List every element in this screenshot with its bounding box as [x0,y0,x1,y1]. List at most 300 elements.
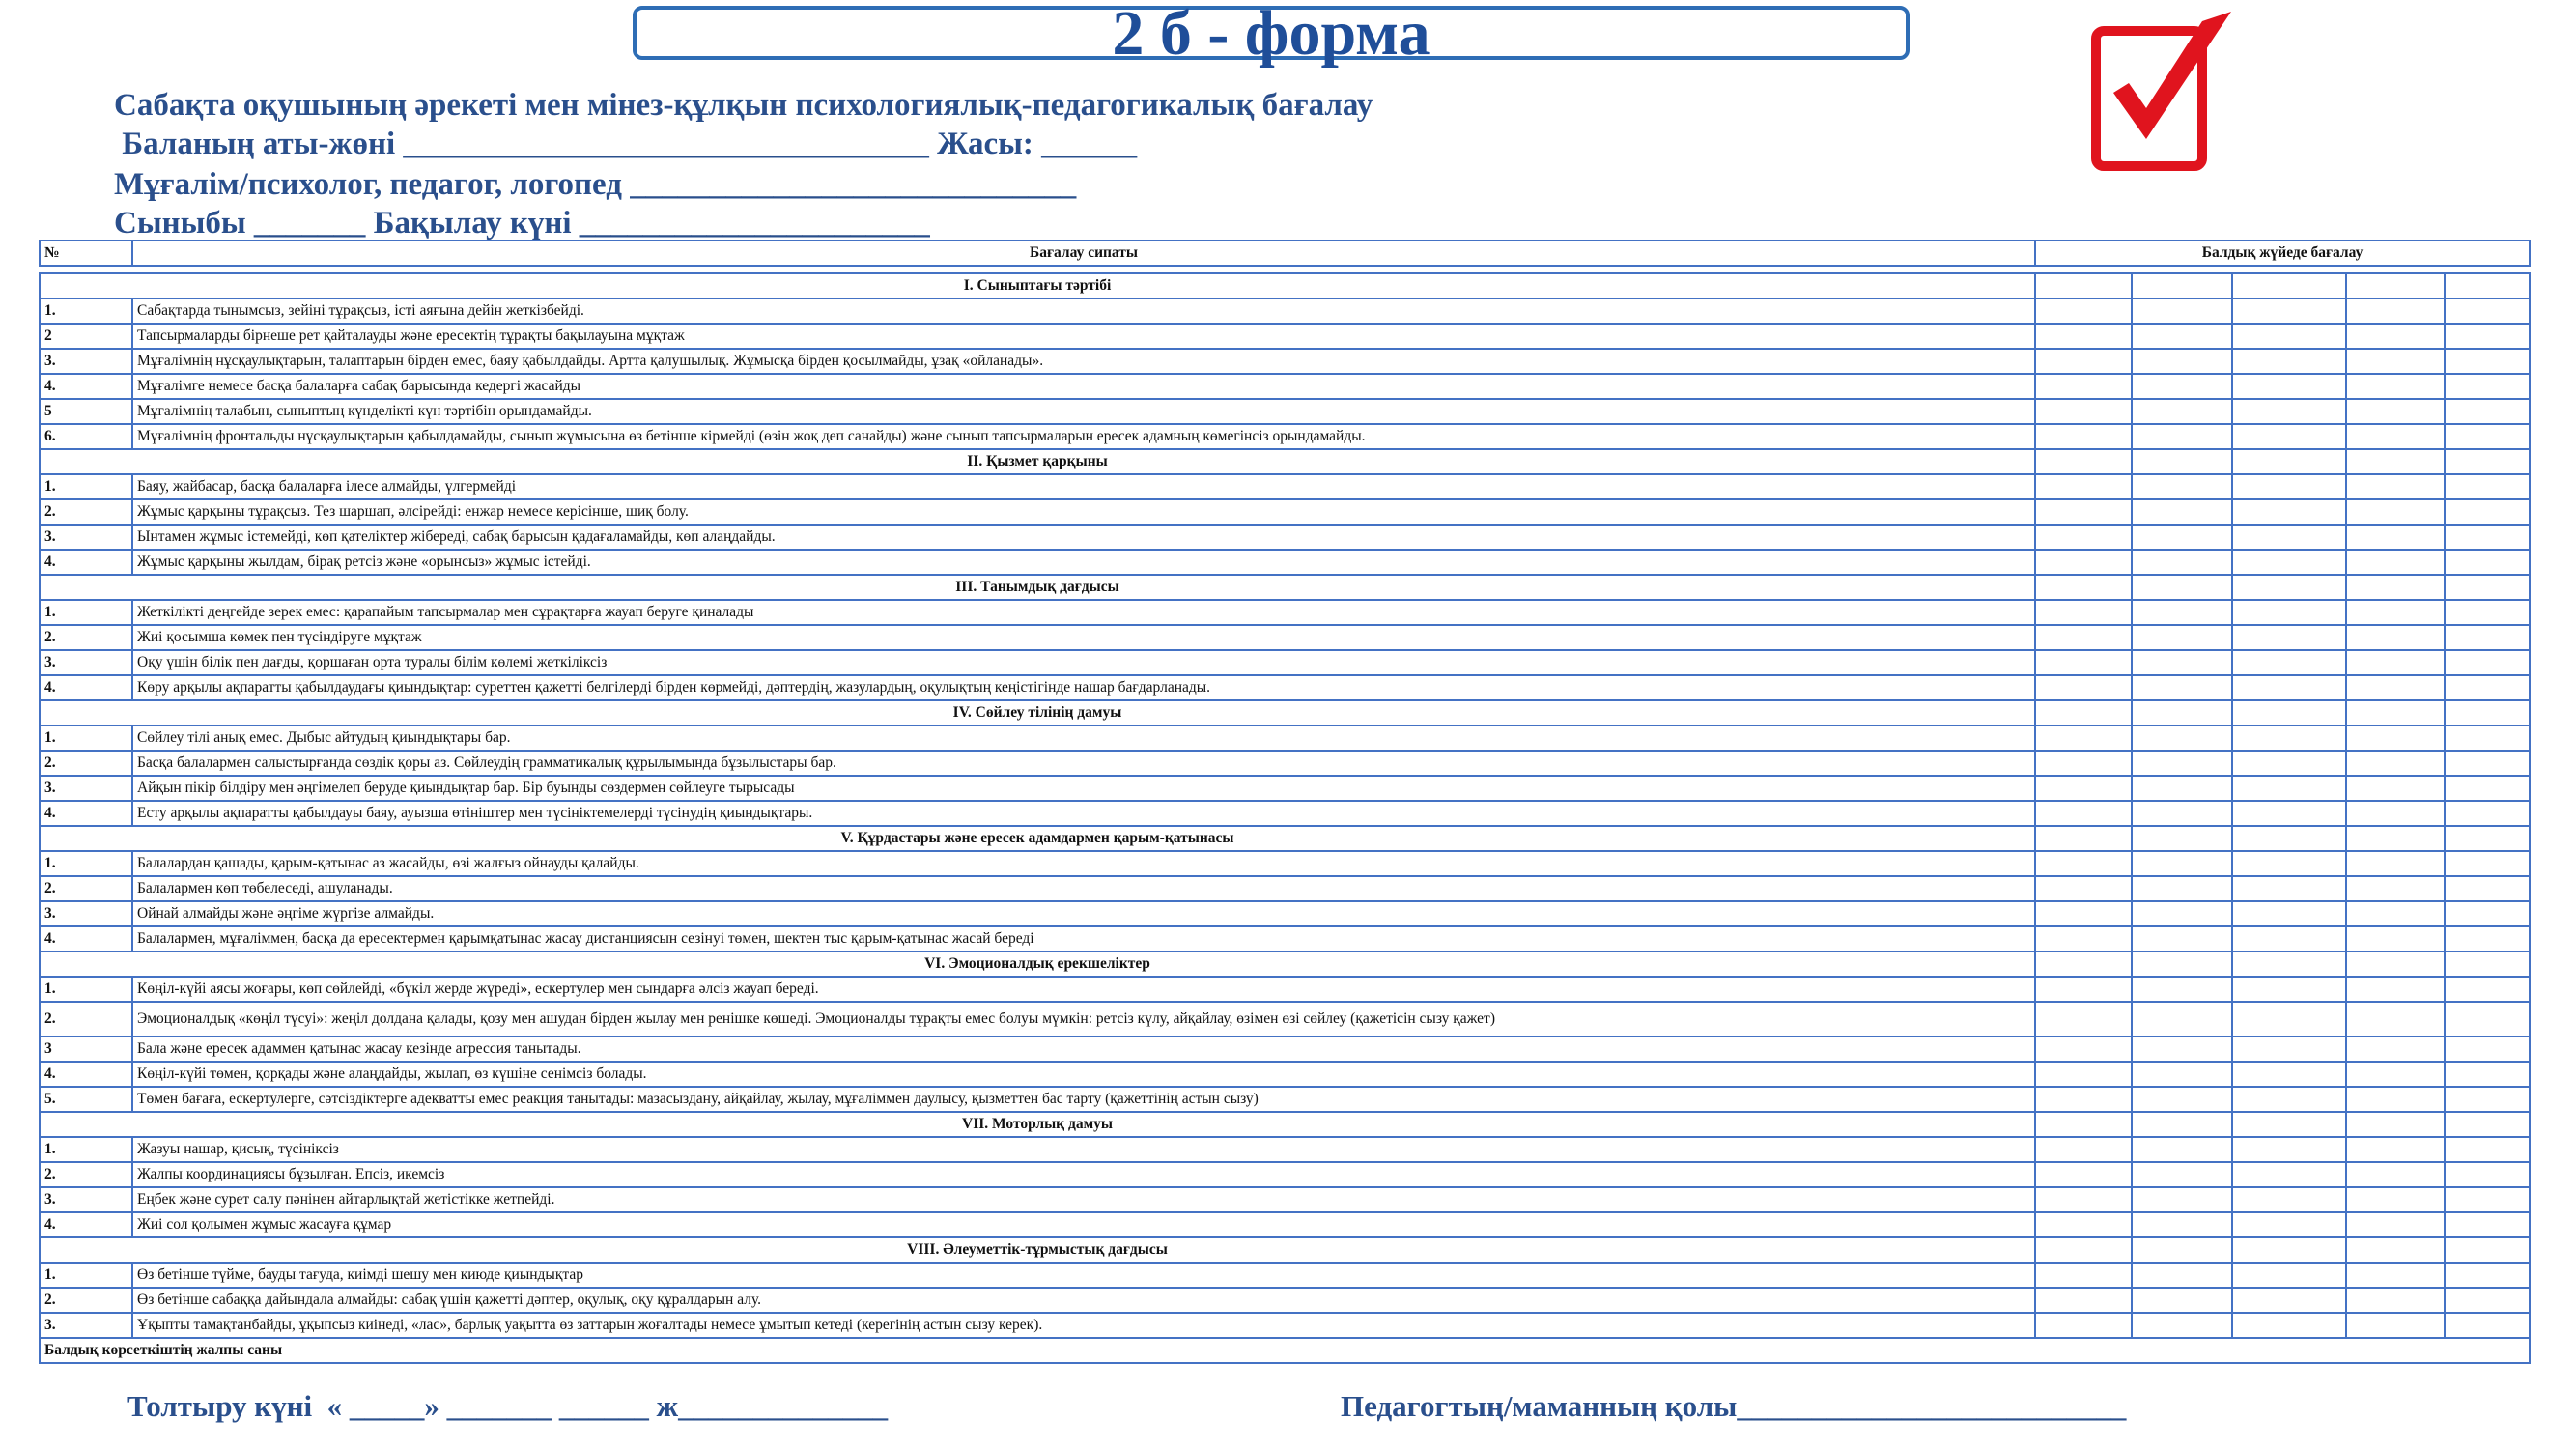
score-cell[interactable] [2132,952,2232,977]
score-cell[interactable] [2346,575,2445,600]
section-title: VІІІ. Әлеуметтік-тұрмыстық дағдысы [40,1237,2035,1263]
row-number: 1. [40,1263,132,1288]
score-cell[interactable] [2035,324,2132,349]
score-cell[interactable] [2346,801,2445,826]
score-cell[interactable] [2232,525,2346,550]
row-number: 2. [40,1002,132,1037]
score-cell[interactable] [2132,1037,2232,1062]
form-title-box [633,0,1910,69]
section-row [40,449,2530,474]
score-cell[interactable] [2232,1112,2346,1137]
score-cell[interactable] [2232,851,2346,876]
score-cell[interactable] [2232,399,2346,424]
score-cell[interactable] [2346,776,2445,801]
row-description: Сабақтарда тынымсыз, зейіні тұрақсыз, істі аяғына дейін жеткізбейді. [132,298,2035,324]
score-cell[interactable] [2035,751,2132,776]
score-cell[interactable] [2232,776,2346,801]
row-description: Мұғалімнің нұсқаулықтарын, талаптарын бірден емес, баяу қабылдайды. Артта қалушылық. Жұмысқа бірден қосылмайды, ұзақ «ойланады». [132,349,2035,374]
score-cell[interactable] [2035,449,2132,474]
row-number: 3. [40,1187,132,1212]
score-cell[interactable] [2445,776,2530,801]
score-cell[interactable] [2132,1237,2232,1263]
score-cell[interactable] [2346,449,2445,474]
table-row [40,1137,2530,1162]
table-row [40,1313,2530,1338]
row-description: Өз бетінше түйме, бауды тағуда, киімді шешу мен киюде қиындықтар [132,1263,2035,1288]
score-cell[interactable] [2132,1187,2232,1212]
score-cell[interactable] [2232,952,2346,977]
table-row [40,1002,2530,1037]
score-cell[interactable] [2035,1087,2132,1112]
score-cell[interactable] [2346,1237,2445,1263]
score-cell[interactable] [2445,1137,2530,1162]
assessment-table [39,240,2531,1364]
row-number: 1. [40,851,132,876]
score-cell[interactable] [2132,575,2232,600]
score-cell[interactable] [2346,1263,2445,1288]
score-cell[interactable] [2232,801,2346,826]
table-row [40,550,2530,575]
score-cell[interactable] [2445,550,2530,575]
score-cell[interactable] [2445,952,2530,977]
score-cell[interactable] [2035,575,2132,600]
score-cell[interactable] [2035,474,2132,499]
score-cell[interactable] [2232,349,2346,374]
score-cell[interactable] [2346,1288,2445,1313]
score-cell[interactable] [2346,550,2445,575]
score-cell[interactable] [2346,1112,2445,1137]
score-cell[interactable] [2346,600,2445,625]
score-cell[interactable] [2132,826,2232,851]
score-cell[interactable] [2132,550,2232,575]
table-row [40,1037,2530,1062]
row-number: 2. [40,499,132,525]
score-cell[interactable] [2232,625,2346,650]
score-cell[interactable] [2445,474,2530,499]
score-cell[interactable] [2035,499,2132,525]
table-row [40,801,2530,826]
score-cell[interactable] [2232,1162,2346,1187]
row-number: 3. [40,776,132,801]
score-cell[interactable] [2232,1137,2346,1162]
section-row [40,1112,2530,1137]
score-cell[interactable] [2445,1087,2530,1112]
spacer-cell [40,266,2530,273]
score-cell[interactable] [2445,977,2530,1002]
row-number: 1. [40,298,132,324]
row-description: Ойнай алмайды және әңгіме жүргізе алмайды. [132,901,2035,926]
score-cell[interactable] [2232,1062,2346,1087]
score-cell[interactable] [2445,700,2530,725]
table-row [40,1263,2530,1288]
score-cell[interactable] [2132,876,2232,901]
score-cell[interactable] [2232,1237,2346,1263]
score-cell[interactable] [2132,675,2232,700]
score-cell[interactable] [2346,374,2445,399]
score-cell[interactable] [2132,273,2232,298]
row-number: 5 [40,399,132,424]
row-description: Басқа балалармен салыстырғанда сөздік қоры аз. Сөйлеудің грамматикалық құрылымында бұзылыстары бар. [132,751,2035,776]
score-cell[interactable] [2445,374,2530,399]
row-number: 2. [40,876,132,901]
section-row [40,952,2530,977]
signature-line: Педагогтың/маманның қолы__________________________ [1341,1389,2127,1423]
score-cell[interactable] [2035,1313,2132,1338]
score-cell[interactable] [2232,1263,2346,1288]
score-cell[interactable] [2445,751,2530,776]
row-description: Эмоционалдық «көңіл түсуі»: жеңіл долдана қалады, қозу мен ашудан бірден жылау мен ренішке көшеді. Эмоционалды тұрақты емес болуы мүмкін: ретсіз күлу, айқайлау, өзімен өзі сөйлеу (қажетісін сызу қажет) [132,1002,2035,1037]
score-cell[interactable] [2445,1112,2530,1137]
score-cell[interactable] [2346,926,2445,952]
row-description: Жазуы нашар, қисық, түсініксіз [132,1137,2035,1162]
score-cell[interactable] [2346,1162,2445,1187]
score-cell[interactable] [2232,600,2346,625]
score-cell[interactable] [2232,650,2346,675]
score-cell[interactable] [2132,1263,2232,1288]
score-cell[interactable] [2132,725,2232,751]
score-cell[interactable] [2346,952,2445,977]
score-cell[interactable] [2445,1263,2530,1288]
score-cell[interactable] [2346,725,2445,751]
table-row [40,600,2530,625]
score-cell[interactable] [2035,298,2132,324]
section-row [40,575,2530,600]
red-checkmark-icon [2086,4,2241,176]
row-number: 2 [40,324,132,349]
score-cell[interactable] [2445,1237,2530,1263]
score-cell[interactable] [2445,349,2530,374]
score-cell[interactable] [2445,298,2530,324]
score-cell[interactable] [2232,499,2346,525]
row-description: Төмен бағаға, ескертулерге, сәтсіздіктерге адекватты емес реакция танытады: мазасыздану, айқайлау, жылау, мұғаліммен даулысу, қызметтен бас тарту (қажеттінің астын сызу) [132,1087,2035,1112]
score-cell[interactable] [2346,700,2445,725]
row-number: 3. [40,349,132,374]
score-cell[interactable] [2035,977,2132,1002]
score-cell[interactable] [2346,1087,2445,1112]
table-row [40,499,2530,525]
score-cell[interactable] [2346,751,2445,776]
score-cell[interactable] [2445,600,2530,625]
score-cell[interactable] [2232,826,2346,851]
table-row [40,349,2530,374]
score-cell[interactable] [2232,977,2346,1002]
section-title: ІІ. Қызмет қарқыны [40,449,2035,474]
table-header-row [40,241,2530,266]
score-cell[interactable] [2232,575,2346,600]
score-cell[interactable] [2346,499,2445,525]
score-cell[interactable] [2035,776,2132,801]
score-cell[interactable] [2232,1313,2346,1338]
score-cell[interactable] [2035,550,2132,575]
table-spacer-row [40,266,2530,273]
score-cell[interactable] [2346,901,2445,926]
score-cell[interactable] [2132,801,2232,826]
score-cell[interactable] [2035,273,2132,298]
score-cell[interactable] [2445,851,2530,876]
score-cell[interactable] [2445,625,2530,650]
section-title: ІІІ. Танымдық дағдысы [40,575,2035,600]
table-row [40,525,2530,550]
row-description: Бала және ересек адаммен қатынас жасау кезінде агрессия танытады. [132,1037,2035,1062]
row-description: Өз бетінше сабаққа дайындала алмайды: сабақ үшін қажетті дәптер, оқулық, оқу құралдарын алу. [132,1288,2035,1313]
score-cell[interactable] [2346,1313,2445,1338]
table-row [40,725,2530,751]
score-cell[interactable] [2445,826,2530,851]
table-body [40,273,2530,1363]
score-cell[interactable] [2232,374,2346,399]
score-cell[interactable] [2232,901,2346,926]
score-cell[interactable] [2445,1162,2530,1187]
score-cell[interactable] [2232,675,2346,700]
score-cell[interactable] [2232,424,2346,449]
score-cell[interactable] [2035,725,2132,751]
score-cell[interactable] [2132,1162,2232,1187]
row-number: 1. [40,600,132,625]
row-description: Балалардан қашады, қарым-қатынас аз жасайды, өзі жалғыз ойнауды қалайды. [132,851,2035,876]
score-cell[interactable] [2445,424,2530,449]
score-cell[interactable] [2035,1212,2132,1237]
score-cell[interactable] [2346,977,2445,1002]
score-cell[interactable] [2132,901,2232,926]
score-cell[interactable] [2132,1313,2232,1338]
table-row [40,298,2530,324]
score-cell[interactable] [2132,499,2232,525]
score-cell[interactable] [2346,851,2445,876]
score-cell[interactable] [2445,449,2530,474]
score-cell[interactable] [2445,1037,2530,1062]
score-cell[interactable] [2232,700,2346,725]
table-row [40,625,2530,650]
score-cell[interactable] [2346,1062,2445,1087]
section-row [40,273,2530,298]
score-cell[interactable] [2445,1062,2530,1087]
score-cell[interactable] [2035,1263,2132,1288]
score-cell[interactable] [2035,675,2132,700]
score-cell[interactable] [2346,525,2445,550]
score-cell[interactable] [2346,650,2445,675]
table-row [40,424,2530,449]
score-cell[interactable] [2035,700,2132,725]
row-description: Ұқыпты тамақтанбайды, ұқыпсыз киінеді, «лас», барлық уақытта өз заттарын жоғалтады немесе ұмытып кетеді (керегінің астын сызу керек). [132,1313,2035,1338]
score-cell[interactable] [2445,650,2530,675]
score-cell[interactable] [2132,399,2232,424]
section-title: VІІ. Моторлық дамуы [40,1112,2035,1137]
score-cell[interactable] [2132,1062,2232,1087]
score-cell[interactable] [2232,725,2346,751]
score-cell[interactable] [2035,525,2132,550]
row-description: Балалармен көп төбелеседі, ашуланады. [132,876,2035,901]
score-cell[interactable] [2232,1087,2346,1112]
row-description: Мұғалімнің талабын, сыныптың күнделікті күн тәртібін орындамайды. [132,399,2035,424]
score-cell[interactable] [2346,876,2445,901]
score-cell[interactable] [2445,1187,2530,1212]
score-cell[interactable] [2132,324,2232,349]
section-row [40,700,2530,725]
row-number: 6. [40,424,132,449]
score-cell[interactable] [2132,424,2232,449]
score-cell[interactable] [2232,876,2346,901]
score-cell[interactable] [2232,926,2346,952]
table-row [40,901,2530,926]
score-cell[interactable] [2035,625,2132,650]
score-cell[interactable] [2035,1237,2132,1263]
score-cell[interactable] [2346,298,2445,324]
table-row [40,876,2530,901]
table-row [40,374,2530,399]
score-cell[interactable] [2132,650,2232,675]
score-cell[interactable] [2132,776,2232,801]
score-cell[interactable] [2445,901,2530,926]
row-description: Тапсырмаларды бірнеше рет қайталауды және ересектің тұрақты бақылауына мұқтаж [132,324,2035,349]
score-cell[interactable] [2035,826,2132,851]
score-cell[interactable] [2346,826,2445,851]
score-cell[interactable] [2035,851,2132,876]
score-cell[interactable] [2445,1313,2530,1338]
score-cell[interactable] [2445,1212,2530,1237]
row-number: 2. [40,1288,132,1313]
score-cell[interactable] [2346,349,2445,374]
score-cell[interactable] [2445,1002,2530,1037]
total-row [40,1338,2530,1363]
score-cell[interactable] [2035,1062,2132,1087]
table-row [40,675,2530,700]
score-cell[interactable] [2346,399,2445,424]
total-label: Балдық көрсеткіштің жалпы саны [40,1338,2530,1363]
score-cell[interactable] [2232,1288,2346,1313]
score-cell[interactable] [2346,625,2445,650]
score-cell[interactable] [2132,1112,2232,1137]
score-cell[interactable] [2132,851,2232,876]
score-cell[interactable] [2346,1002,2445,1037]
score-cell[interactable] [2232,298,2346,324]
score-cell[interactable] [2035,1137,2132,1162]
score-cell[interactable] [2132,625,2232,650]
score-cell[interactable] [2132,926,2232,952]
score-cell[interactable] [2035,1187,2132,1212]
row-description: Жиі сол қолымен жұмыс жасауға құмар [132,1212,2035,1237]
section-title: І. Сыныптағы тәртібі [40,273,2035,298]
score-cell[interactable] [2132,349,2232,374]
score-cell[interactable] [2132,600,2232,625]
score-cell[interactable] [2232,449,2346,474]
score-cell[interactable] [2132,1002,2232,1037]
score-cell[interactable] [2445,1288,2530,1313]
row-number: 1. [40,725,132,751]
row-description: Ынтамен жұмыс істемейді, көп қателіктер жібереді, сабақ барысын қадағаламайды, көп алаңдайды. [132,525,2035,550]
score-cell[interactable] [2346,474,2445,499]
row-number: 3. [40,1313,132,1338]
table-row [40,474,2530,499]
score-cell[interactable] [2035,1162,2132,1187]
row-description: Айқын пікір білдіру мен әңгімелеп беруде қиындықтар бар. Бір буынды сөздермен сөйлеуге тырысады [132,776,2035,801]
score-cell[interactable] [2346,1187,2445,1212]
header-score: Балдық жүйеде бағалау [2035,241,2530,266]
score-cell[interactable] [2132,1212,2232,1237]
score-cell[interactable] [2035,399,2132,424]
score-cell[interactable] [2346,675,2445,700]
score-cell[interactable] [2445,525,2530,550]
score-cell[interactable] [2132,525,2232,550]
score-cell[interactable] [2132,751,2232,776]
score-cell[interactable] [2232,1212,2346,1237]
table-row [40,324,2530,349]
row-number: 4. [40,550,132,575]
score-cell[interactable] [2035,650,2132,675]
score-cell[interactable] [2445,926,2530,952]
score-cell[interactable] [2445,575,2530,600]
score-cell[interactable] [2232,550,2346,575]
row-number: 2. [40,1162,132,1187]
score-cell[interactable] [2132,1288,2232,1313]
score-cell[interactable] [2035,952,2132,977]
score-cell[interactable] [2035,926,2132,952]
score-cell[interactable] [2445,499,2530,525]
score-cell[interactable] [2232,324,2346,349]
score-cell[interactable] [2445,675,2530,700]
score-cell[interactable] [2232,474,2346,499]
score-cell[interactable] [2232,273,2346,298]
score-cell[interactable] [2035,1288,2132,1313]
score-cell[interactable] [2035,901,2132,926]
score-cell[interactable] [2035,876,2132,901]
row-number: 4. [40,1062,132,1087]
score-cell[interactable] [2035,374,2132,399]
score-cell[interactable] [2132,374,2232,399]
row-number: 1. [40,977,132,1002]
score-cell[interactable] [2232,751,2346,776]
row-description: Сөйлеу тілі анық емес. Дыбыс айтудың қиындықтары бар. [132,725,2035,751]
section-row [40,826,2530,851]
score-cell[interactable] [2232,1187,2346,1212]
row-description: Оқу үшін білік пен дағды, қоршаған орта туралы білім көлемі жеткіліксіз [132,650,2035,675]
score-cell[interactable] [2445,801,2530,826]
score-cell[interactable] [2445,725,2530,751]
score-cell[interactable] [2346,1037,2445,1062]
score-cell[interactable] [2035,424,2132,449]
score-cell[interactable] [2445,324,2530,349]
score-cell[interactable] [2346,324,2445,349]
score-cell[interactable] [2132,1087,2232,1112]
score-cell[interactable] [2035,801,2132,826]
score-cell[interactable] [2132,977,2232,1002]
section-title: VІ. Эмоционалдық ерекшеліктер [40,952,2035,977]
score-cell[interactable] [2346,273,2445,298]
row-description: Есту арқылы ақпаратты қабылдауы баяу, ауызша өтініштер мен түсініктемелерді түсінудің қиындықтары. [132,801,2035,826]
score-cell[interactable] [2035,1112,2132,1137]
score-cell[interactable] [2132,298,2232,324]
row-number: 3 [40,1037,132,1062]
score-cell[interactable] [2346,1212,2445,1237]
row-description: Жиі қосымша көмек пен түсіндіруге мұқтаж [132,625,2035,650]
row-number: 1. [40,474,132,499]
score-cell[interactable] [2132,449,2232,474]
score-cell[interactable] [2035,349,2132,374]
score-cell[interactable] [2232,1002,2346,1037]
score-cell[interactable] [2445,876,2530,901]
row-description: Мұғалімге немесе басқа балаларға сабақ барысында кедергі жасайды [132,374,2035,399]
score-cell[interactable] [2132,474,2232,499]
score-cell[interactable] [2035,1037,2132,1062]
score-cell[interactable] [2035,600,2132,625]
score-cell[interactable] [2132,700,2232,725]
score-cell[interactable] [2132,1137,2232,1162]
score-cell[interactable] [2346,1137,2445,1162]
score-cell[interactable] [2232,1037,2346,1062]
score-cell[interactable] [2035,1002,2132,1037]
score-cell[interactable] [2445,273,2530,298]
score-cell[interactable] [2346,424,2445,449]
score-cell[interactable] [2445,399,2530,424]
